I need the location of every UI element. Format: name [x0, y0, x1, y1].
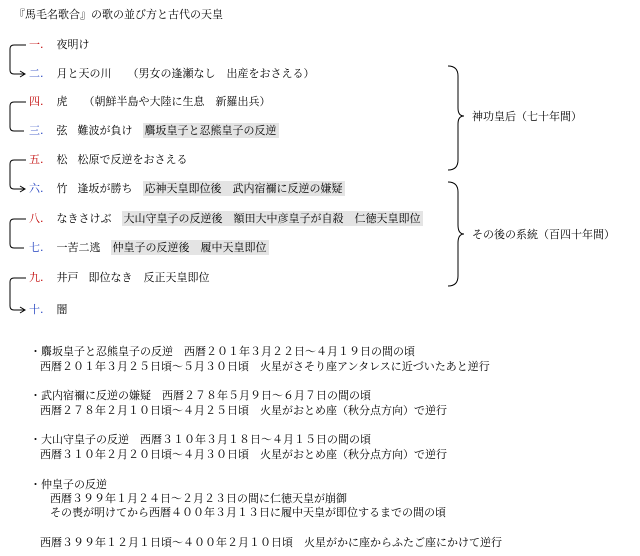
row-extra: 難波が負け [77, 124, 133, 137]
row-extra: 即位なき 反正天皇即位 [88, 271, 210, 284]
row-text: 弦 [56, 124, 68, 137]
note-1-head: ・麛坂皇子と忍熊皇子の反逆 西暦２０１年３月２２日～４月１９日の間の頃 [30, 345, 415, 358]
group-label-jingu: 神功皇后（七十年間） [472, 110, 582, 123]
note-1-line: 西暦２０１年３月２５日頃～５月３０日頃 火星がさそり座アンタレスに近づいたあと逆行 [40, 360, 490, 373]
connector-9-10 [10, 278, 26, 310]
connector-8-7 [10, 219, 26, 248]
row-8 [29, 212, 423, 226]
note-3-head: ・大山守皇子の反逆 西暦３１０年３月１８日～４月１５日の間の頃 [30, 433, 371, 446]
row-1 [29, 38, 90, 52]
note-2-head: ・武内宿禰に反逆の嫌疑 西暦２７８年５月９日～６月７日の間の頃 [30, 389, 371, 402]
row-number: 一. [29, 38, 44, 51]
row-number: 六. [29, 182, 44, 195]
row-6 [29, 182, 345, 196]
page-title: 『馬毛名歌合』の歌の並び方と古代の天皇 [14, 8, 223, 21]
row-extra: 逢坂が勝ち [77, 182, 133, 195]
row-highlight: 仲皇子の反逆後 履中天皇即位 [112, 241, 267, 254]
row-text: 松 [56, 153, 68, 166]
row-highlight: 応神天皇即位後 武内宿禰に反逆の嫌疑 [144, 182, 343, 195]
note-2-line: 西暦２７８年２月１０日頃～４月２５日頃 火星がおとめ座（秋分点方向）で逆行 [40, 404, 447, 417]
row-text: 一苦二逃 [56, 241, 101, 254]
row-9 [29, 271, 210, 285]
connector-5-6 [10, 160, 26, 189]
row-text: 夜明け [56, 38, 90, 51]
note-4-line-2: その喪が明けてから西暦４００年３月１３日に履中天皇が即位するまでの間の頃 [50, 506, 446, 519]
row-3 [29, 124, 279, 138]
brace-later-lineage [448, 182, 464, 286]
row-number: 三. [29, 124, 44, 137]
row-extra: 松原で反逆をおさえる [77, 153, 188, 166]
row-4 [29, 95, 271, 109]
row-text: 月と天の川 [56, 67, 112, 80]
group-label-later-lineage: その後の系統（百四十年間） [472, 228, 615, 241]
row-highlight: 麛坂皇子と忍熊皇子の反逆 [144, 124, 277, 137]
note-4-head: ・仲皇子の反逆 [30, 478, 107, 491]
row-text: 井戸 [56, 271, 79, 284]
note-4-line-1: 西暦３９９年１月２４日～２月２３日の間に仁徳天皇が崩御 [50, 492, 347, 505]
row-number: 九. [29, 271, 44, 284]
row-7 [29, 241, 269, 255]
row-number: 八. [29, 212, 44, 225]
row-extra: （朝鮮半島や大陸に生息 新羅出兵） [83, 95, 271, 108]
row-number: 四. [29, 95, 44, 108]
row-highlight: 大山守皇子の反逆後 額田大中彦皇子が自殺 仁徳天皇即位 [123, 212, 421, 225]
note-3-line: 西暦３１０年２月２０日頃～４月３０日頃 火星がおとめ座（秋分点方向）で逆行 [40, 448, 447, 461]
row-number: 七. [29, 241, 44, 254]
connector-4-3 [10, 102, 26, 131]
row-text: 虎 [56, 95, 68, 108]
row-number: 十. [29, 303, 44, 316]
row-text: 闇 [56, 303, 68, 316]
connector-1-2 [10, 45, 26, 74]
row-number: 五. [29, 153, 44, 166]
row-5 [29, 153, 188, 167]
row-text: 竹 [56, 182, 68, 195]
note-4-line-4: 西暦３９９年１２月１日頃～４００年２月１０日頃 火星がかに座からふたご座にかけて逆行 [40, 536, 502, 549]
row-number: 二. [29, 67, 44, 80]
row-10 [29, 303, 68, 317]
brace-jingu [448, 66, 464, 170]
row-text: なきさけぶ [56, 212, 112, 225]
row-2 [29, 67, 315, 81]
row-extra: （男女の逢瀬なし 出産をおさえる） [127, 67, 315, 80]
